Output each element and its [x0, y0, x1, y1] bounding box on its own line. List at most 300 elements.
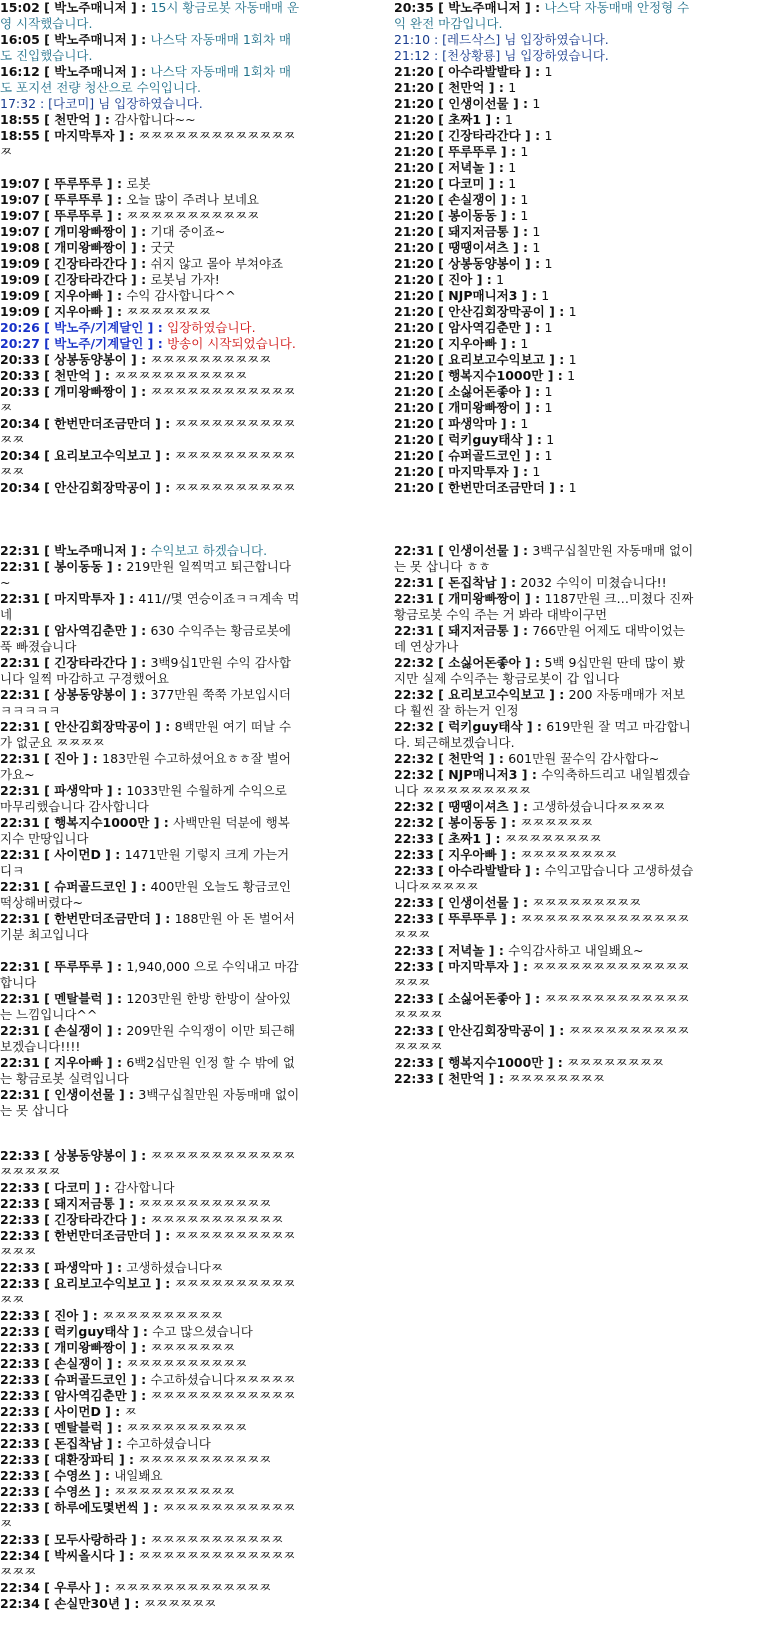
- message-time: 22:31: [0, 1023, 40, 1038]
- username: 인생이선물: [448, 543, 509, 558]
- bracket-open: [: [39, 1500, 55, 1515]
- bracket-close: ] :: [102, 559, 127, 574]
- bracket-close: ] :: [520, 591, 545, 606]
- chat-message: [0, 112, 300, 128]
- username: NJP매니저3: [448, 767, 518, 782]
- bracket-open: [: [39, 1372, 55, 1387]
- message-text: 619만원 잘 먹고 마감합니다. 퇴근해보겠습니다.: [394, 719, 691, 750]
- chat-message: [394, 320, 694, 336]
- bracket-open: [: [39, 224, 55, 239]
- username: 소싫어돈좋아: [448, 991, 521, 1006]
- username: 봉이동동: [54, 559, 103, 574]
- bracket-open: [: [39, 1452, 55, 1467]
- username: 진아: [54, 1308, 79, 1323]
- bracket-open: [: [39, 847, 55, 862]
- bracket-close: ] :: [472, 272, 497, 287]
- bracket-open: [: [433, 831, 449, 846]
- message-text: 1: [544, 384, 553, 399]
- message-text: 1: [532, 464, 541, 479]
- message-time: 22:33: [394, 847, 434, 862]
- bracket-open: [: [39, 687, 55, 702]
- chat-message: [394, 1055, 694, 1071]
- message-text: 1: [568, 352, 577, 367]
- username: 초짜1: [448, 112, 482, 127]
- bracket-close: ] :: [520, 64, 545, 79]
- bracket-close: ] :: [517, 288, 542, 303]
- message-text: ㅉㅉㅉㅉㅉㅉㅉㅉㅉㅉㅉ: [138, 1452, 272, 1467]
- username: 긴장타라간다: [54, 272, 127, 287]
- message-text: ㅉㅉㅉㅉㅉㅉㅉㅉㅉㅉ: [114, 1484, 235, 1499]
- bracket-close: ] :: [102, 208, 127, 223]
- bracket-close: ] :: [484, 1071, 509, 1086]
- message-text: 입장하였습니다.: [167, 320, 256, 335]
- chat-panel-4: [394, 543, 694, 1094]
- bracket-close: ] :: [114, 1087, 139, 1102]
- bracket-close: ] :: [520, 991, 545, 1006]
- bracket-close: ] :: [126, 32, 151, 47]
- bracket-close: ] :: [150, 911, 175, 926]
- bracket-close: ] :: [496, 208, 521, 223]
- message-time: 22:31: [0, 655, 40, 670]
- chat-spacer: [0, 943, 300, 959]
- chat-message: [394, 208, 694, 224]
- chat-message: [394, 128, 694, 144]
- username: 박씨올시다: [54, 1548, 115, 1563]
- chat-message: [0, 96, 300, 112]
- username: 돈집착남: [448, 575, 497, 590]
- chat-message: [0, 1055, 300, 1087]
- username: 뚜루뚜루: [54, 959, 103, 974]
- message-text: ㅉㅉㅉㅉㅉㅉㅉㅉ: [567, 1055, 664, 1070]
- chat-message: [394, 591, 694, 623]
- bracket-close: ] :: [100, 1404, 125, 1419]
- username: 암사역김춘만: [448, 320, 521, 335]
- chat-message: [0, 240, 300, 256]
- message-time: 22:31: [0, 959, 40, 974]
- chat-message: [0, 208, 300, 224]
- message-time: 19:09: [0, 272, 40, 287]
- chat-message: [394, 911, 694, 943]
- chat-message: [394, 0, 694, 32]
- message-text: 수고하셨습니다ㅉㅉㅉㅉㅉ: [150, 1372, 296, 1387]
- chat-message: [0, 655, 300, 687]
- username: 아수라발발타: [448, 863, 521, 878]
- message-text: 나스닥 자동매매 1회차 매도 포지션 전량 청산으로 수익입니다.: [0, 64, 292, 95]
- message-time: 22:33: [0, 1500, 40, 1515]
- chat-message: [0, 128, 300, 160]
- message-text: ㅉㅉㅉㅉㅉㅉㅉㅉㅉㅉㅉ: [138, 1196, 272, 1211]
- chat-message: [0, 1148, 300, 1180]
- message-text: 굿굿: [150, 240, 175, 255]
- bracket-open: [: [39, 1180, 55, 1195]
- bracket-open: [: [39, 128, 55, 143]
- message-time: 21:20: [394, 240, 434, 255]
- message-time: 21:20: [394, 112, 434, 127]
- message-time: 21:20: [394, 128, 434, 143]
- bracket-open: [: [433, 815, 449, 830]
- message-time: 21:20: [394, 384, 434, 399]
- message-time: 21:20: [394, 80, 434, 95]
- message-time: 22:31: [0, 751, 40, 766]
- bracket-open: [: [433, 911, 449, 926]
- username: 안산김회장막공이: [448, 1023, 545, 1038]
- bracket-open: [: [39, 304, 55, 319]
- username: 개미왕빠짱이: [448, 400, 521, 415]
- chat-message: [0, 336, 300, 352]
- bracket-open: [: [433, 991, 449, 1006]
- message-text: ㅉㅉㅉㅉㅉㅉㅉㅉㅉㅉㅉㅉㅉ: [114, 1580, 272, 1595]
- username: 마지막투자: [448, 959, 509, 974]
- message-text: ㅉㅉㅉㅉㅉㅉㅉㅉㅉㅉㅉㅉㅉㅉㅉㅉㅉ: [394, 911, 690, 942]
- message-text: ㅉㅉㅉㅉㅉㅉㅉㅉㅉㅉ: [174, 480, 296, 495]
- bracket-open: [: [433, 256, 449, 271]
- bracket-open: [: [39, 1596, 55, 1611]
- bracket-open: [: [433, 591, 449, 606]
- username: 땡땡이셔츠: [448, 240, 509, 255]
- message-time: 22:31: [0, 543, 40, 558]
- bracket-close: ] :: [496, 144, 521, 159]
- bracket-close: ] :: [114, 1452, 139, 1467]
- message-time: 20:35: [394, 0, 434, 15]
- bracket-close: ] :: [90, 1580, 115, 1595]
- message-text: 6백2십만원 인정 할 수 밖에 없는 황금로봇 실력입니다: [0, 1055, 295, 1086]
- message-time: 21:20: [394, 288, 434, 303]
- chat-message: [394, 288, 694, 304]
- message-time: 22:33: [0, 1196, 40, 1211]
- message-time: 22:32: [394, 687, 434, 702]
- bracket-open: [: [433, 160, 449, 175]
- message-text: ㅉㅉㅉㅉㅉㅉㅉㅉㅉㅉ: [102, 1308, 223, 1323]
- message-time: 22:33: [0, 1276, 40, 1291]
- message-time: 22:33: [0, 1468, 40, 1483]
- username: 지우아빠: [54, 1055, 103, 1070]
- bracket-close: ] :: [126, 384, 151, 399]
- message-text: 188만원 아 돈 벌어서 기분 최고입니다: [0, 911, 295, 942]
- bracket-open: [: [433, 336, 449, 351]
- bracket-close: ] :: [484, 160, 509, 175]
- bracket-close: ] :: [543, 1055, 568, 1070]
- bracket-close: ] :: [508, 224, 533, 239]
- bracket-close: ] :: [78, 1308, 103, 1323]
- message-time: 21:20: [394, 96, 434, 111]
- username: 파생악마: [54, 783, 103, 798]
- chat-message: [0, 1196, 300, 1212]
- message-time: 22:33: [0, 1180, 40, 1195]
- bracket-open: [: [433, 240, 449, 255]
- chat-message: [0, 1340, 300, 1356]
- chat-message: [394, 480, 694, 496]
- message-time: 22:33: [394, 831, 434, 846]
- bracket-close: ] :: [150, 416, 175, 431]
- chat-message: [0, 176, 300, 192]
- bracket-open: [: [39, 1196, 55, 1211]
- username: 개미왕빠짱이: [448, 591, 521, 606]
- bracket-close: ] :: [126, 0, 151, 15]
- username: 지우아빠: [54, 288, 103, 303]
- username: 대환장파티: [54, 1452, 115, 1467]
- username: 손실쟁이: [54, 1023, 103, 1038]
- bracket-close: ] :: [544, 352, 569, 367]
- chat-message: [0, 687, 300, 719]
- message-text: 수익고맙습니다 고생하셨습니다ㅉㅉㅉㅉㅉ: [394, 863, 694, 894]
- message-time: 22:33: [0, 1212, 40, 1227]
- message-time: 20:33: [0, 352, 40, 367]
- username: 돈집착남: [54, 1436, 103, 1451]
- bracket-open: [: [39, 1276, 55, 1291]
- bracket-close: ] :: [114, 1196, 139, 1211]
- chat-message: [0, 1500, 300, 1532]
- chat-message: [394, 687, 694, 719]
- username: 안산김회장막공이: [54, 480, 151, 495]
- message-time: 22:33: [0, 1228, 40, 1243]
- chat-message: [0, 1452, 300, 1468]
- chat-message: [0, 623, 300, 655]
- chat-message: [394, 815, 694, 831]
- bracket-open: [: [39, 368, 55, 383]
- message-time: 22:31: [0, 719, 40, 734]
- chat-message: [394, 464, 694, 480]
- bracket-open: [: [39, 240, 55, 255]
- bracket-close: ] :: [496, 336, 521, 351]
- bracket-open: [: [39, 32, 55, 47]
- username: 한번만더조금만더: [54, 416, 151, 431]
- chat-message: [0, 591, 300, 623]
- message-text: ㅉㅉㅉㅉㅉㅉㅉㅉㅉㅉㅉㅉㅉㅉ: [394, 1023, 690, 1054]
- message-time: 22:32: [394, 751, 434, 766]
- message-text: 1: [544, 320, 553, 335]
- message-text: 5백 9십만원 딴데 많이 봤지만 실제 수익주는 황금로봇이 갑 입니다: [394, 655, 685, 686]
- username: 사이먼D: [54, 1404, 101, 1419]
- message-time: 22:31: [394, 575, 434, 590]
- bracket-open: [: [39, 959, 55, 974]
- bracket-close: ] :: [508, 799, 533, 814]
- chat-message: [394, 831, 694, 847]
- bracket-close: ] :: [520, 320, 545, 335]
- username: 안산김회장막공이: [448, 304, 545, 319]
- message-time: 22:31: [394, 543, 434, 558]
- bracket-open: [: [39, 192, 55, 207]
- message-text: 방송이 시작되었습니다.: [167, 336, 296, 351]
- message-time: 18:55: [0, 112, 40, 127]
- bracket-close: ] :: [508, 959, 533, 974]
- message-time: 20:33: [0, 384, 40, 399]
- message-time: 21:20: [394, 480, 434, 495]
- username: 긴장타라간다: [54, 256, 127, 271]
- message-time: 22:33: [0, 1372, 40, 1387]
- message-text: ㅉㅉㅉㅉㅉㅉㅉㅉㅉㅉㅉㅉㅉ: [0, 1228, 296, 1259]
- message-text: 1: [508, 80, 517, 95]
- chat-panel-1: [0, 0, 300, 495]
- bracket-close: ] :: [484, 80, 509, 95]
- message-text: ㅉㅉㅉㅉㅉㅉㅉㅉ: [520, 847, 617, 862]
- username: 마지막투자: [54, 128, 115, 143]
- chat-message: [394, 384, 694, 400]
- bracket-close: ] :: [102, 288, 127, 303]
- message-time: 22:33: [0, 1308, 40, 1323]
- bracket-open: [: [39, 272, 55, 287]
- username: 박노주/기계달인: [54, 320, 144, 335]
- message-time: 16:12: [0, 64, 40, 79]
- message-time: 21:20: [394, 144, 434, 159]
- message-text: ㅉㅉㅉㅉㅉㅉㅉㅉㅉㅉㅉㅉ: [0, 448, 296, 479]
- message-text: 감사합니다: [114, 1180, 175, 1195]
- message-text: 1: [544, 128, 553, 143]
- username: 한번만더조금만더: [448, 480, 545, 495]
- username: 한번만더조금만더: [54, 911, 151, 926]
- chat-message: [394, 959, 694, 991]
- message-text: ㅉㅉㅉㅉㅉㅉㅉㅉㅉㅉㅉ: [126, 208, 260, 223]
- chat-message: [0, 448, 300, 480]
- system-notice: 21:12 : [천상황룡] 님 입장하였습니다.: [394, 48, 609, 63]
- bracket-open: [: [39, 1532, 55, 1547]
- username: 요리보고수익보고: [448, 687, 545, 702]
- username: 멘탈블럭: [54, 991, 103, 1006]
- bracket-close: ] :: [544, 687, 569, 702]
- message-text: ㅉ: [124, 1404, 137, 1419]
- message-time: 22:31: [0, 559, 40, 574]
- bracket-close: ] :: [126, 1212, 151, 1227]
- message-text: ㅉㅉㅉㅉㅉㅉㅉㅉ: [508, 1071, 605, 1086]
- bracket-open: [: [433, 80, 449, 95]
- username: 소싫어돈좋아: [448, 384, 521, 399]
- username: 요리보고수익보고: [54, 448, 151, 463]
- bracket-open: [: [39, 1087, 55, 1102]
- username: 슈퍼골드코인: [54, 1372, 127, 1387]
- bracket-open: [: [433, 432, 449, 447]
- chat-message: [0, 1260, 300, 1276]
- message-time: 21:20: [394, 272, 434, 287]
- username: 천만억: [54, 112, 91, 127]
- bracket-open: [: [39, 1148, 55, 1163]
- username: 인생이선물: [448, 895, 509, 910]
- chat-message: [394, 112, 694, 128]
- username: 수영쓰: [54, 1468, 91, 1483]
- bracket-close: ] :: [119, 1596, 144, 1611]
- chat-message: [394, 432, 694, 448]
- bracket-close: ] :: [520, 448, 545, 463]
- bracket-close: ] :: [78, 751, 103, 766]
- bracket-open: [: [39, 655, 55, 670]
- chat-spacer: [0, 160, 300, 176]
- username: 수영쓰: [54, 1484, 91, 1499]
- bracket-open: [: [433, 719, 449, 734]
- message-text: ㅉㅉㅉㅉㅉㅉㅉㅉㅉㅉㅉㅉㅉㅉㅉㅉㅉ: [0, 1148, 296, 1179]
- username: 슈퍼골드코인: [54, 879, 127, 894]
- message-text: 1: [508, 176, 517, 191]
- username: 암사역김춘만: [54, 623, 127, 638]
- bracket-close: ] :: [128, 1324, 153, 1339]
- message-time: 22:33: [0, 1452, 40, 1467]
- chat-message: [0, 192, 300, 208]
- bracket-close: ] :: [150, 1228, 175, 1243]
- message-time: 20:26: [0, 320, 40, 335]
- message-time: 21:20: [394, 432, 434, 447]
- message-time: 19:07: [0, 208, 40, 223]
- message-text: 1: [504, 112, 513, 127]
- bracket-close: ] :: [496, 847, 521, 862]
- bracket-close: ] :: [484, 751, 509, 766]
- username: 돼지저금통: [54, 1196, 115, 1211]
- system-notice: 21:10 : [레드삭스] 님 입장하였습니다.: [394, 32, 609, 47]
- chat-message: [0, 719, 300, 751]
- bracket-open: [: [39, 911, 55, 926]
- message-text: 3백구십칠만원 자동매매 없이는 못 삽니다: [0, 1087, 300, 1118]
- message-text: 1: [520, 416, 529, 431]
- bracket-close: ] :: [508, 895, 533, 910]
- username: 박노주매니저: [54, 64, 127, 79]
- message-text: 1: [520, 208, 529, 223]
- username: 럭키guy태삭: [448, 432, 523, 447]
- chat-message: [394, 543, 694, 575]
- message-text: 1: [567, 368, 576, 383]
- message-time: 16:05: [0, 32, 40, 47]
- chat-message: [394, 176, 694, 192]
- message-text: ㅉㅉㅉㅉㅉㅉㅉㅉㅉㅉㅉㅉ: [0, 1500, 296, 1531]
- chat-message: [0, 224, 300, 240]
- message-text: 수익감사하고 내일봬요~: [508, 943, 644, 958]
- chat-message: [394, 256, 694, 272]
- message-text: ㅉㅉㅉㅉㅉㅉㅉㅉ: [504, 831, 602, 846]
- bracket-close: ] :: [522, 719, 547, 734]
- message-text: 15시 황금로봇 자동매매 운영 시작했습니다.: [0, 0, 300, 31]
- bracket-close: ] :: [520, 655, 545, 670]
- bracket-open: [: [39, 1548, 55, 1563]
- message-text: 사백만원 덕분에 행복지수 만땅입니다: [0, 815, 290, 846]
- bracket-open: [: [39, 1420, 55, 1435]
- bracket-open: [: [39, 879, 55, 894]
- bracket-open: [: [433, 1071, 449, 1086]
- chat-message: [0, 1420, 300, 1436]
- username: 파생악마: [448, 416, 497, 431]
- bracket-open: [: [433, 304, 449, 319]
- username: 뚜루뚜루: [54, 192, 103, 207]
- bracket-open: [: [433, 464, 449, 479]
- chat-message: [394, 304, 694, 320]
- username: 지우아빠: [54, 304, 103, 319]
- chat-message: [0, 911, 300, 943]
- username: 행복지수1000만: [448, 1055, 544, 1070]
- chat-message: [0, 416, 300, 448]
- bracket-close: ] :: [544, 480, 569, 495]
- username: 럭키guy태삭: [54, 1324, 129, 1339]
- message-text: 1: [546, 432, 555, 447]
- bracket-open: [: [433, 144, 449, 159]
- chat-message: [394, 863, 694, 895]
- message-time: 21:20: [394, 368, 434, 383]
- username: 지우아빠: [448, 847, 497, 862]
- message-text: 1471만원 기렇지 크게 가는거디ㅋ: [0, 847, 290, 878]
- message-text: ㅉㅉㅉㅉㅉㅉㅉㅉㅉㅉㅉㅉ: [0, 1276, 296, 1307]
- message-time: 22:33: [0, 1148, 40, 1163]
- bracket-close: ] :: [126, 687, 151, 702]
- bracket-close: ] :: [138, 1500, 163, 1515]
- chat-message: [0, 320, 300, 336]
- username: 암사역김춘만: [54, 1388, 127, 1403]
- message-time: 22:33: [394, 911, 434, 926]
- bracket-close: ] :: [126, 1148, 151, 1163]
- username: 돼지저금통: [448, 224, 509, 239]
- bracket-open: [: [39, 1388, 55, 1403]
- username: 손실쟁이: [54, 1356, 103, 1371]
- username: 봉이동동: [448, 815, 497, 830]
- bracket-open: [: [433, 895, 449, 910]
- message-text: 수익축하드리고 내일뵙겠습니다 ㅉㅉㅉㅉㅉㅉㅉㅉㅉ: [394, 767, 691, 798]
- message-text: 수고 많으셨습니다: [152, 1324, 253, 1339]
- message-text: ㅉㅉㅉㅉㅉㅉㅉㅉㅉㅉ: [150, 352, 272, 367]
- bracket-close: ] :: [126, 543, 151, 558]
- username: 행복지수1000만: [448, 368, 544, 383]
- message-time: 21:20: [394, 336, 434, 351]
